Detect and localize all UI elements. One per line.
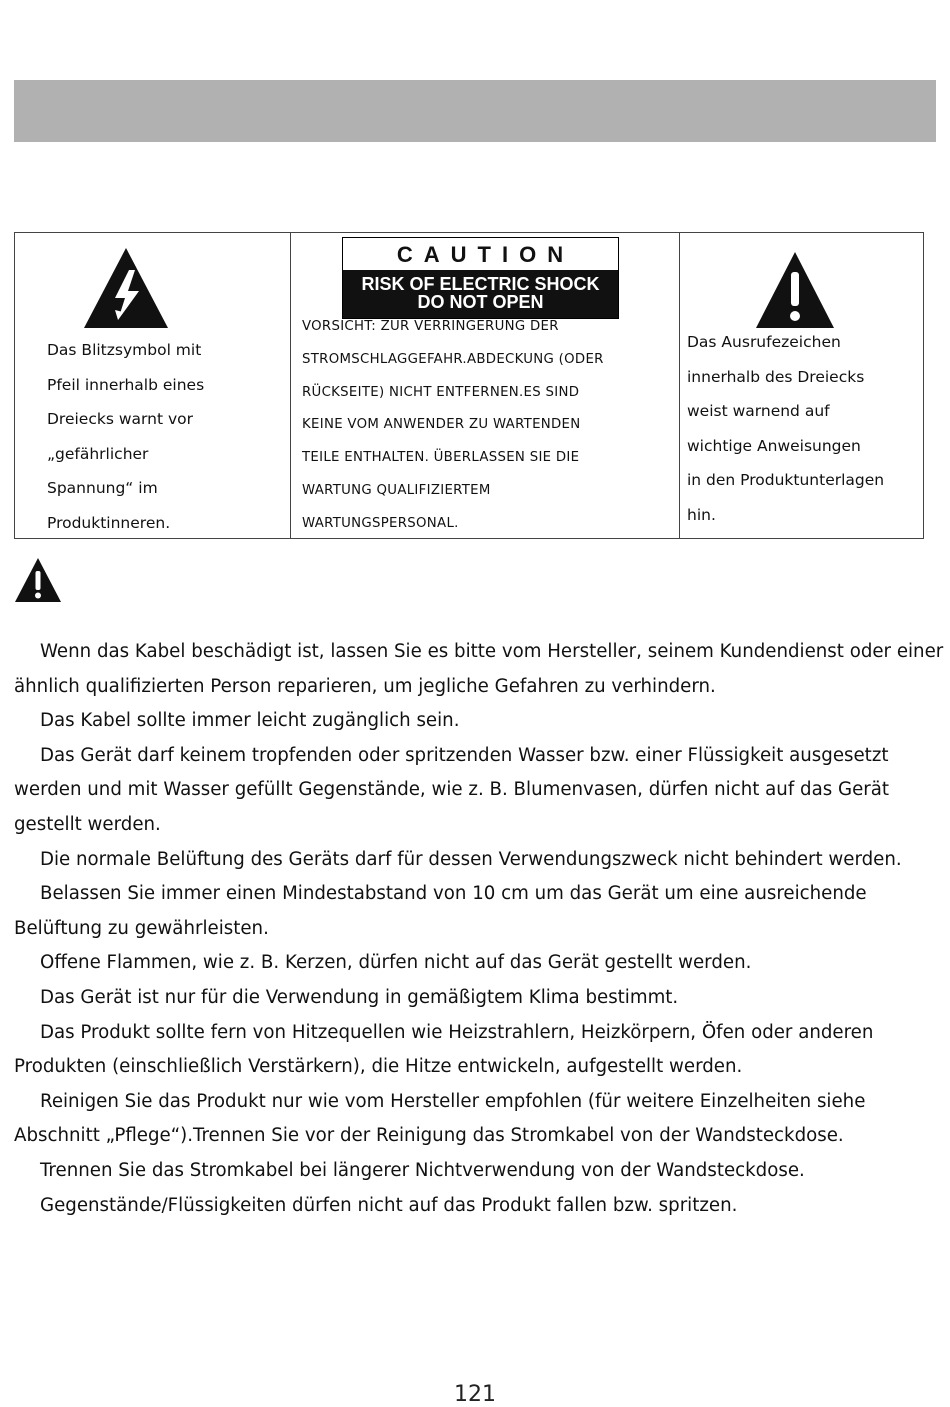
paragraph: Trennen Sie das Stromkabel bei längerer Nichtverwendung von der Wandsteckdose. bbox=[40, 1159, 805, 1181]
paragraph: Wenn das Kabel beschädigt ist, lassen Sie es bitte vom Hersteller, seinem Kundendienst oder einer ähnlich qualifizierten Person reparieren, um jegliche Gefahren zu verhindern. bbox=[14, 641, 944, 697]
header-bar bbox=[14, 80, 936, 142]
caution-label bbox=[342, 237, 619, 319]
paragraph: Das Gerät darf keinem tropfenden oder spritzenden Wasser bzw. einer Flüssigkeit ausgesetzt werden und mit Wasser gefüllt Gegenstände, wie z. B. Blumenvasen, dürfen nicht auf das Gerät gestellt werden. bbox=[14, 744, 890, 835]
paragraph: Das Gerät ist nur für die Verwendung in gemäßigtem Klima bestimmt. bbox=[40, 986, 679, 1008]
warning-symbols-table bbox=[14, 232, 924, 539]
caution-description: VORSICHT: ZUR VERRINGERUNG DER STROMSCHLAGGEFAHR.ABDECKUNG (ODER RÜCKSEITE) NICHT ENTFERNEN.ES SIND KEINE VOM ANWENDER ZU WARTENDEN TEILE ENTHALTEN. ÜBERLASSEN SIE DIE WARTUNG QUALIFIZIERTEM WARTUNGSPERSONAL. bbox=[302, 319, 604, 531]
paragraph: Belassen Sie immer einen Mindestabstand von 10 cm um das Gerät um eine ausreichende Belüftung zu gewährleisten. bbox=[14, 883, 867, 939]
paragraph: Die normale Belüftung des Geräts darf für dessen Verwendungszweck nicht behindert werden. bbox=[40, 848, 902, 870]
paragraph: Reinigen Sie das Produkt nur wie vom Hersteller empfohlen (für weitere Einzelheiten siehe Abschnitt „Pflege“).Trennen Sie vor der Reinigung das Stromkabel von der Wandsteckdose. bbox=[14, 1090, 866, 1147]
paragraph: Das Kabel sollte immer leicht zugänglich sein. bbox=[40, 710, 460, 732]
warning-triangle-icon bbox=[14, 557, 62, 603]
paragraph: Das Produkt sollte fern von Hitzequellen wie Heizstrahlern, Heizkörpern, Öfen oder anderen Produkten (einschließlich Verstärkern), die Hitze entwickeln, aufgestellt werden. bbox=[14, 1021, 874, 1078]
exclamation-symbol-cell bbox=[680, 233, 924, 539]
caution-line-1: RISK OF ELECTRIC SHOCK bbox=[361, 274, 600, 294]
lightning-triangle-icon bbox=[82, 246, 170, 330]
paragraph: Gegenstände/Flüssigkeiten dürfen nicht auf das Produkt fallen bzw. spritzen. bbox=[40, 1194, 738, 1216]
caution-title: CAUTION bbox=[396, 242, 575, 267]
exclamation-triangle-icon bbox=[754, 250, 836, 330]
lightning-symbol-description: Das Blitzsymbol mit Pfeil innerhalb eines Dreiecks warnt vor „gefährlicher Spannung“ im Produktinneren. bbox=[47, 341, 205, 532]
caution-cell bbox=[291, 233, 680, 539]
page-number: 121 bbox=[454, 1382, 496, 1407]
lightning-symbol-cell bbox=[15, 233, 291, 539]
safety-instructions bbox=[14, 635, 944, 1223]
paragraph: Offene Flammen, wie z. B. Kerzen, dürfen nicht auf das Gerät gestellt werden. bbox=[40, 952, 752, 974]
exclamation-symbol-description: Das Ausrufezeichen innerhalb des Dreiecks weist warnend auf wichtige Anweisungen in den Produktunterlagen hin. bbox=[687, 333, 885, 524]
caution-line-2: DO NOT OPEN bbox=[417, 292, 544, 312]
